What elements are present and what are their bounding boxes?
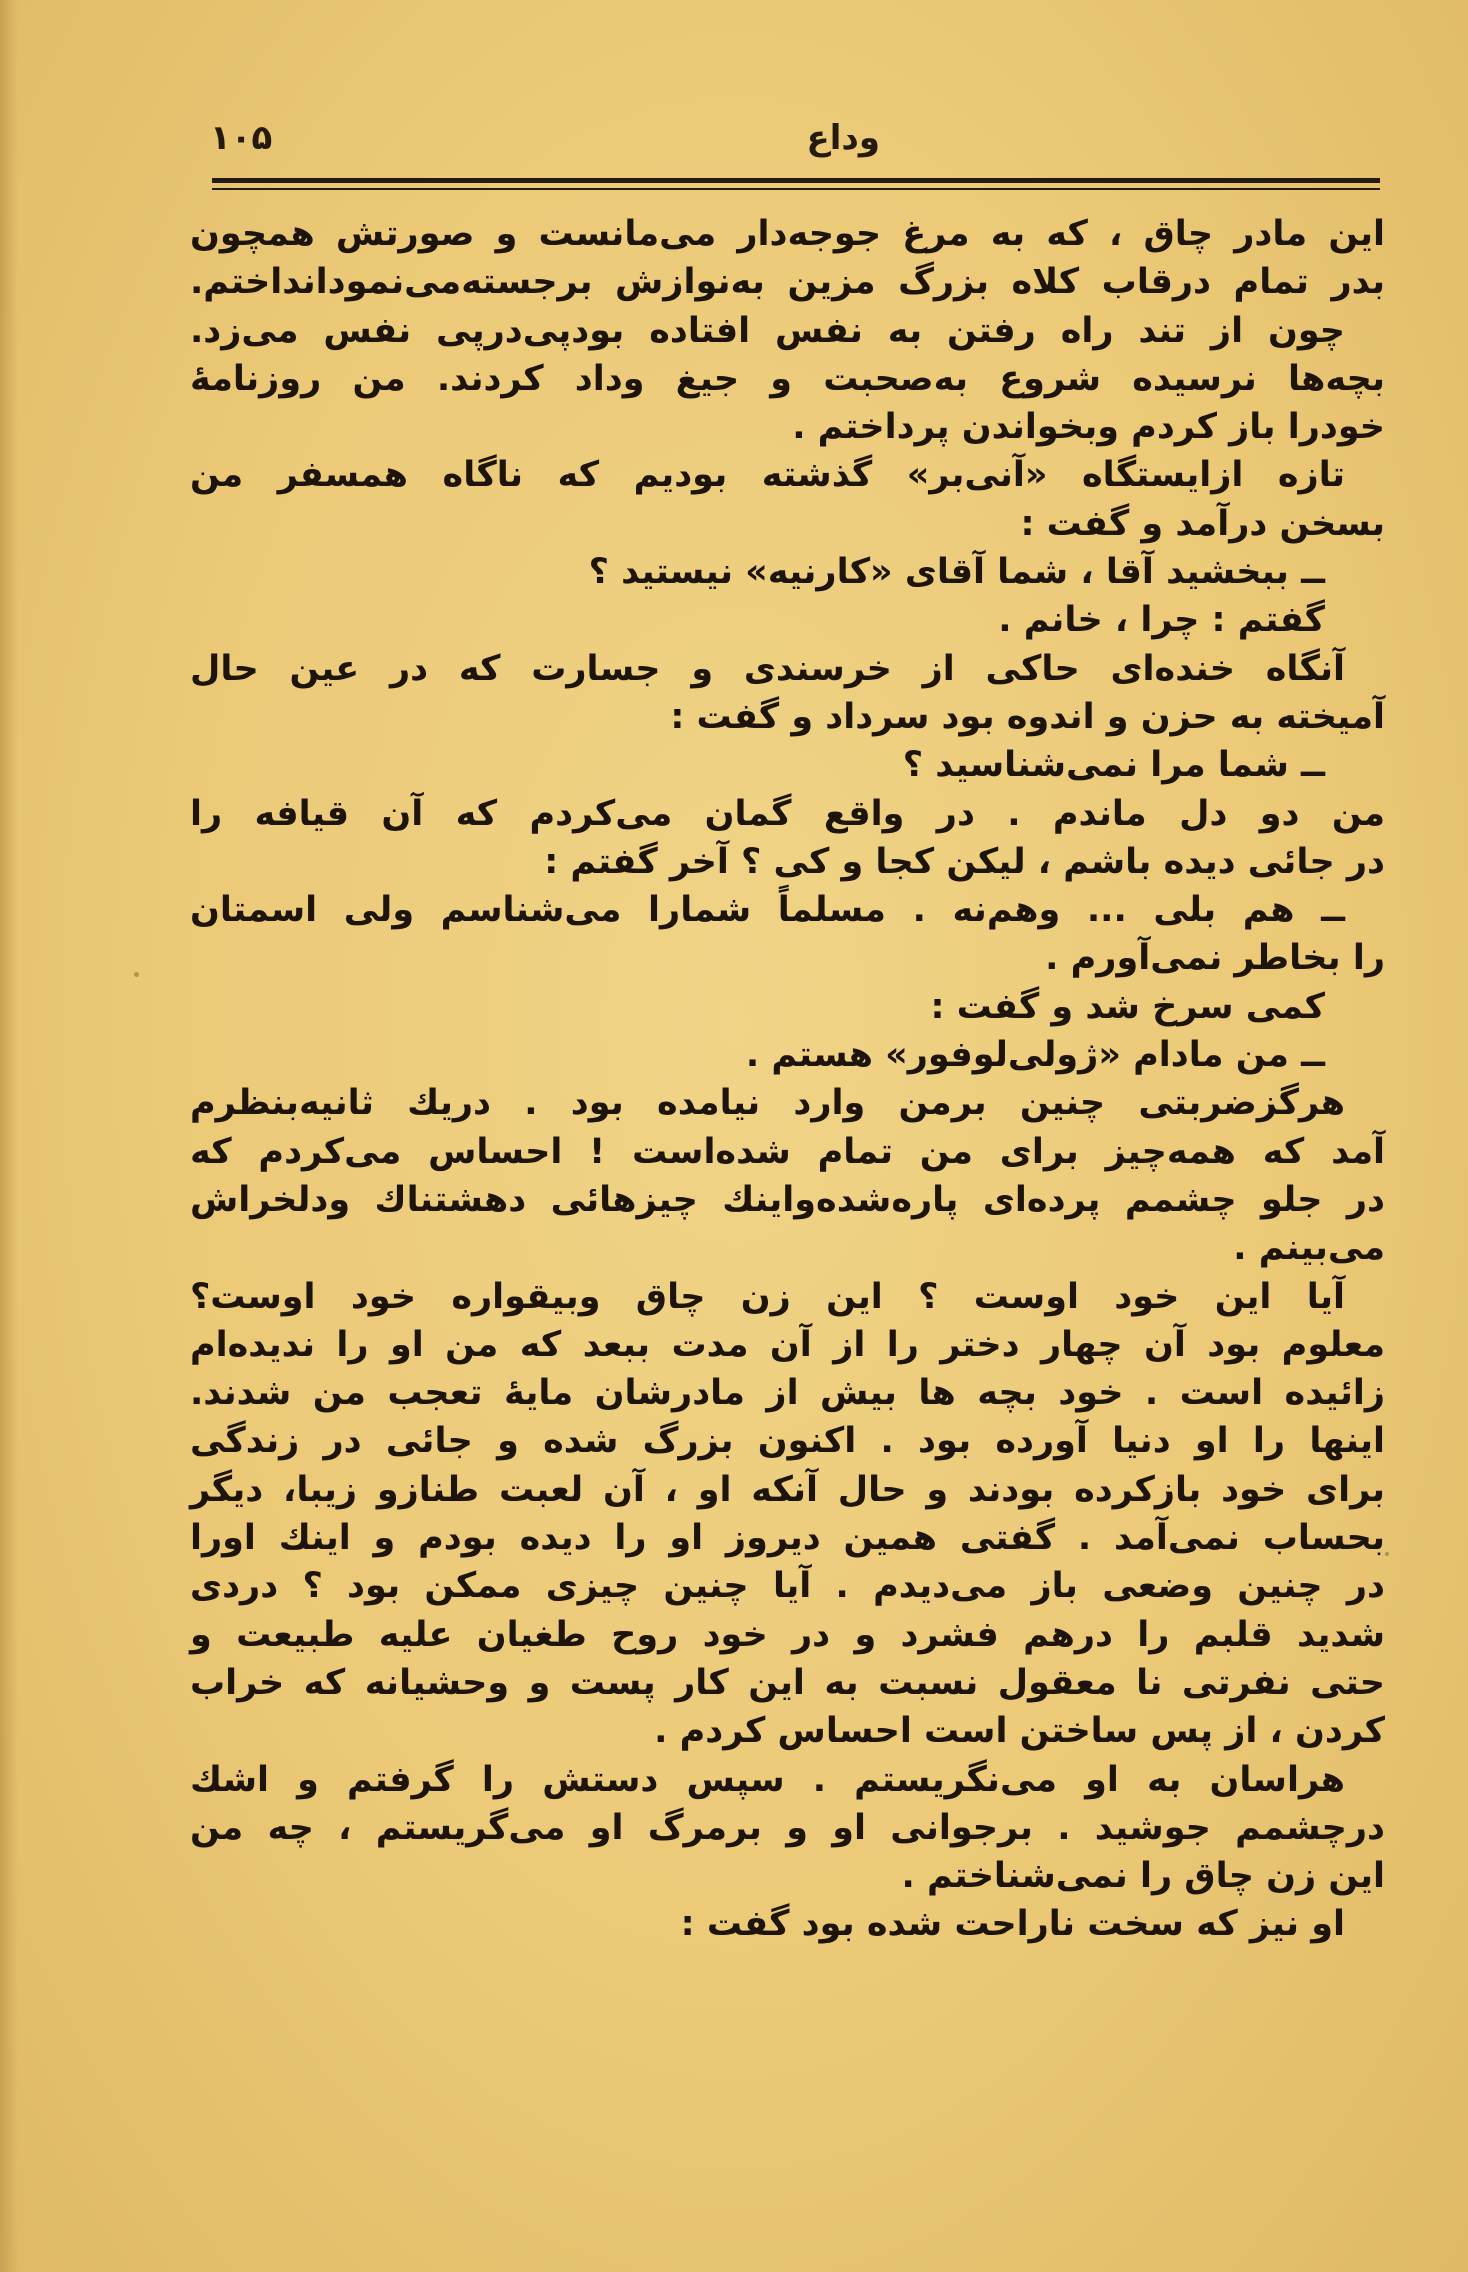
text-line: اینها را او دنیا آورده بود . اکنون بزرگ شده و جائی در زندگی [190,1421,1385,1462]
text-line: ــ ببخشید آقا ، شما آقای «کارنیه» نیستید ؟ [588,552,1325,593]
text-line: در جلو چشمم پرده‌ای پاره‌شده‌واینك چیزهائی دهشتناك ودلخراش [190,1179,1385,1220]
text-line: کمی سرخ شد و گفت : [930,986,1325,1027]
text-line: گفتم : چرا ، خانم . [998,600,1325,641]
text-line: زائیده است . خود بچه ها بیش از مادرشان مایهٔ تعجب من شدند. [190,1373,1385,1414]
text-line: بچه‌ها نرسیده شروع به‌صحبت و جیغ وداد کردند. من روزنامهٔ [190,358,1385,399]
text-line: آمد که همه‌چیز برای من تمام شده‌است ! احساس می‌کردم که [190,1131,1385,1172]
text-line: آنگاه خنده‌ای حاکی از خرسندی و جسارت که در عین حال [190,648,1345,689]
text-line: معلوم بود آن چهار دختر را از آن مدت ببعد که من او را ندیده‌ام [190,1324,1385,1365]
body-text [190,210,1385,1949]
text-line: من دو دل ماندم . در واقع گمان می‌کردم که آن قیافه را [190,793,1385,834]
text-line: هراسان به او می‌نگریستم . سپس دستش را گرفتم و اشك [190,1759,1345,1800]
text-line: چون از تند راه رفتن به نفس افتاده بودپی‌درپی نفس می‌زد. [190,310,1345,351]
paper-speck [1385,1552,1389,1556]
page-number: ۱۰۵ [210,118,273,158]
text-line: خودرا باز کردم وبخواندن پرداختم . [792,407,1385,448]
text-line: بحساب نمی‌آمد . گفتی همین دیروز او را دیده بودم و اینك اورا [190,1518,1385,1559]
text-line: درچشمم جوشید . برجوانی او و برمرگ او می‌گریستم ، چه من [190,1807,1385,1848]
text-line: حتی نفرتی نا معقول نسبت به این کار پست و وحشیانه که خراب [190,1662,1385,1703]
text-line: آمیخته به حزن و اندوه بود سرداد و گفت : [670,696,1385,737]
running-title: وداع [806,118,880,158]
text-line: می‌بینم . [1233,1228,1385,1269]
text-line: آیا این خود اوست ؟ این زن چاق وبیقواره خود اوست؟ [190,1276,1345,1317]
text-line: را بخاطر نمی‌آورم . [1045,938,1385,979]
text-line: در چنین وضعی باز می‌دیدم . آیا چنین چیزی ممکن بود ؟ دردی [190,1566,1385,1607]
text-line: برای خود بازکرده بودند و حال آنکه او ، آن لعبت طنازو زیبا، دیگر [190,1469,1385,1510]
header-rule-thin [212,188,1380,190]
page-edge-shadow [0,0,18,2272]
text-line: این مادر چاق ، که به مرغ جوجه‌دار می‌مانست و صورتش همچون [190,214,1385,254]
text-line: ــ من مادام «ژولی‌لوفور» هستم . [745,1035,1325,1076]
text-line: هرگزضربتی چنین برمن وارد نیامده بود . دریك ثانیه‌بنظرم [190,1083,1345,1124]
text-line: بسخن درآمد و گفت : [1020,503,1385,544]
text-line: بدر تمام درقاب کلاه بزرگ مزین به‌نوازش برجسته‌می‌نمودانداختم. [190,262,1385,303]
text-line: در جائی دیده باشم ، لیکن کجا و کی ؟ آخر گفتم : [544,841,1385,882]
text-line: ــ هم بلی ... وهم‌نه . مسلماً شمارا می‌شناسم ولی اسمتان [190,890,1345,931]
paper-speck [134,972,139,977]
page-header [210,118,1380,178]
text-line: این زن چاق را نمی‌شناختم . [901,1856,1385,1897]
text-line: ــ شما مرا نمی‌شناسید ؟ [902,745,1325,786]
text-line: شدید قلبم را درهم فشرد و در خود روح طغیان علیه طبیعت و [190,1614,1385,1655]
text-line: کردن ، از پس ساختن است احساس کردم . [654,1711,1385,1752]
header-rule-thick [212,178,1380,183]
text-line: او نیز که سخت ناراحت شده بود گفت : [680,1904,1345,1945]
text-line: تازه ازایستگاه «آنی‌بر» گذشته بودیم که ناگاه همسفر من [190,455,1345,496]
